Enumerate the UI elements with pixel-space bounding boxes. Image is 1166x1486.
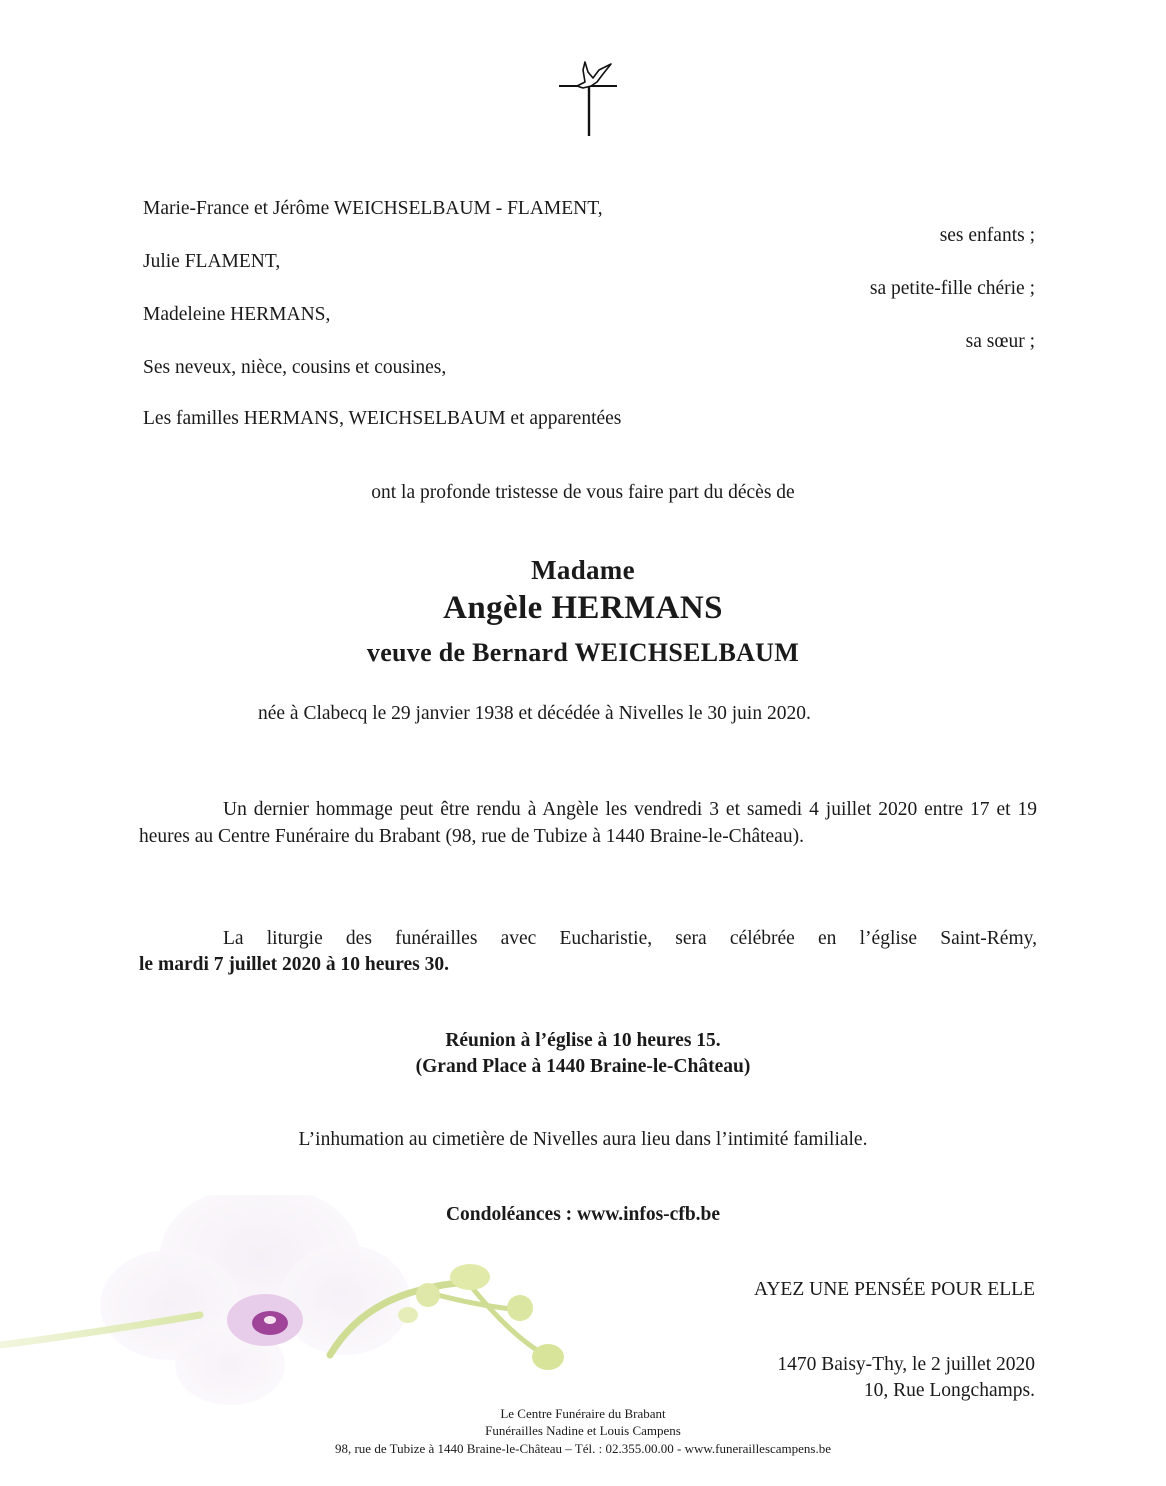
- meeting-line-1: Réunion à l’église à 10 heures 15.: [445, 1030, 721, 1051]
- deceased-dates: née à Clabecq le 29 janvier 1938 et décédée à Nivelles le 30 juin 2020.: [258, 703, 811, 724]
- address-line-2: 10, Rue Longchamps.: [863, 1380, 1035, 1401]
- family-name-2: Julie FLAMENT,: [143, 251, 281, 272]
- family-relation-1: ses enfants ;: [939, 225, 1035, 246]
- address-line-1: 1470 Baisy-Thy, le 2 juillet 2020: [777, 1354, 1035, 1375]
- liturgy-text: La liturgie des funérailles avec Eucharistie, sera célébrée en l’église Saint-Rémy,: [223, 928, 1037, 949]
- condolences-text: Condoléances : www.infos-cfb.be: [445, 1204, 721, 1225]
- cross-dove-icon: [555, 58, 625, 140]
- family-name-5: Les familles HERMANS, WEICHSELBAUM et apparentées: [143, 408, 622, 429]
- family-name-1: Marie-France et Jérôme WEICHSELBAUM - FLAMENT,: [143, 198, 603, 219]
- deceased-title: Madame: [531, 555, 635, 585]
- footer-line-3: 98, rue de Tubize à 1440 Braine-le-Château – Tél. : 02.355.00.00 - www.funeraillescampens.be: [334, 1441, 832, 1456]
- family-name-3: Madeleine HERMANS,: [143, 304, 331, 325]
- family-relation-3: sa sœur ;: [965, 331, 1035, 352]
- burial-text: L’inhumation au cimetière de Nivelles aura lieu dans l’intimité familiale.: [298, 1129, 868, 1150]
- orchid-image: [0, 1195, 600, 1425]
- meeting-line-2: (Grand Place à 1440 Braine-le-Château): [415, 1056, 751, 1077]
- tribute-paragraph: Un dernier hommage peut être rendu à Angèle les vendredi 3 et samedi 4 juillet 2020 entre 17 et 19 heures au Centre Funéraire du Brabant (98, rue de Tubize à 1440 Braine-le-Château).: [139, 799, 1037, 847]
- deceased-widow-of: veuve de Bernard WEICHSELBAUM: [366, 638, 800, 667]
- announcement-text: ont la profonde tristesse de vous faire part du décès de: [371, 482, 795, 503]
- footer-line-2: Funérailles Nadine et Louis Campens: [485, 1423, 681, 1438]
- footer-line-1: Le Centre Funéraire du Brabant: [500, 1406, 666, 1421]
- family-name-4: Ses neveux, nièce, cousins et cousines,: [143, 357, 447, 378]
- family-relation-2: sa petite-fille chérie ;: [869, 278, 1035, 299]
- closing-text: AYEZ UNE PENSÉE POUR ELLE: [754, 1279, 1035, 1300]
- deceased-name: Angèle HERMANS: [443, 590, 723, 626]
- liturgy-date: le mardi 7 juillet 2020 à 10 heures 30.: [139, 954, 449, 975]
